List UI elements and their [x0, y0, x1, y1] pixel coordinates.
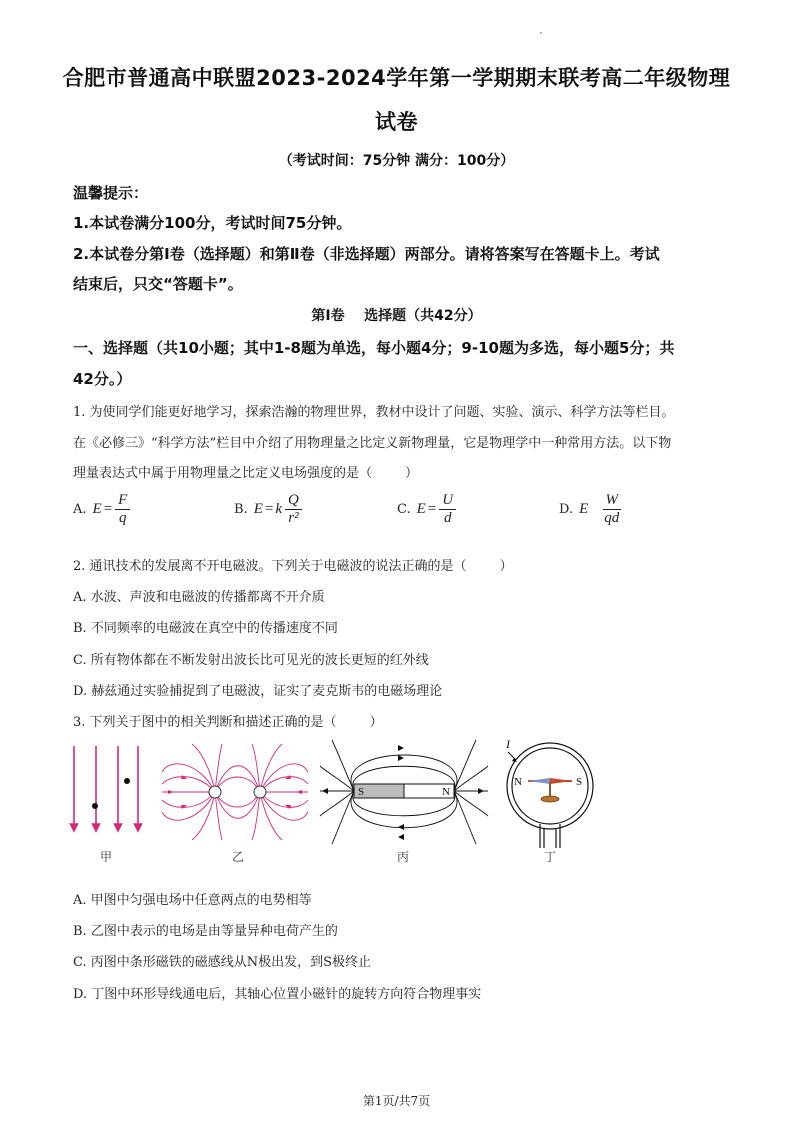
magnet-n-pole: N [442, 786, 450, 798]
math-fraction [601, 492, 622, 527]
current-label: I [506, 737, 510, 751]
figure-yi-label: 乙 [231, 850, 244, 864]
exam-title-line1: 合肥市普通高中联盟2023-2024学年第一学期期末联考高二年级物理 [62, 66, 731, 90]
figure-bing-label: 丙 [396, 850, 409, 864]
figure-bing-bar-magnet [318, 738, 490, 846]
q1-option-a[interactable] [73, 492, 130, 527]
q2-option-a[interactable]: A. 水波、声波和电磁波的传播都离不开介质 [73, 590, 325, 605]
q1-stem-line1: 1. 为使同学们能更好地学习，探索浩瀚的物理世界，教材中设计了问题、实验、演示、科学方法等栏目。 [73, 405, 675, 420]
part-heading-line2: 42分。） [73, 370, 132, 388]
figure-yi-two-charges [160, 742, 310, 842]
fraction-numerator: W [603, 492, 622, 510]
q3-option-b[interactable]: B. 乙图中表示的电场是由等量异种电荷产生的 [73, 924, 338, 939]
q3-stem: 3. 下列关于图中的相关判断和描述正确的是（ ） [73, 715, 383, 730]
math-lhs: E [92, 501, 102, 517]
math-fraction [115, 492, 130, 527]
needle-s-label: S [576, 776, 583, 788]
page-number: 第1页/共7页 [362, 1094, 431, 1108]
figure-ding-ring-current [500, 736, 610, 848]
notice-heading: 温馨提示： [73, 184, 149, 202]
q2-option-c[interactable]: C. 所有物体都在不断发射出波长比可见光的波长更短的红外线 [73, 653, 429, 668]
math-equals: = [427, 501, 437, 517]
notice-item-1: 1.本试卷满分100分，考试时间75分钟。 [73, 214, 352, 232]
magnet-s-pole: S [358, 786, 365, 798]
fraction-denominator: q [119, 510, 127, 526]
option-label: B. [234, 502, 248, 517]
figure-jia-uniform-field [66, 742, 146, 842]
needle-n-label: N [514, 776, 522, 788]
fraction-denominator: d [443, 510, 452, 526]
scan-speck [540, 32, 542, 34]
q1-stem-line2: 在《必修三》“科学方法”栏目中介绍了用物理量之比定义新物理量，它是物理学中一种常用方法。以下物 [73, 436, 672, 451]
math-lhs: E [579, 501, 589, 517]
option-label: D. [559, 502, 574, 517]
math-equals: = [264, 501, 274, 517]
fraction-numerator: Q [285, 492, 302, 510]
notice-item-2-line1: 2.本试卷分第Ⅰ卷（选择题）和第Ⅱ卷（非选择题）两部分。请将答案写在答题卡上。考试 [73, 245, 660, 263]
q3-option-c[interactable]: C. 丙图中条形磁铁的磁感线从N极出发，到S极终止 [73, 955, 372, 970]
fraction-numerator: F [115, 492, 130, 510]
figure-ding-label: 丁 [543, 850, 556, 864]
math-lhs: E [253, 501, 263, 517]
math-coefficient: k [275, 501, 282, 517]
q2-option-b[interactable]: B. 不同频率的电磁波在真空中的传播速度不同 [73, 621, 338, 636]
volume-title: 第Ⅰ卷 选择题（共42分） [311, 308, 482, 324]
math-fraction [439, 492, 456, 527]
notice-item-2-line2: 结束后，只交“答题卡”。 [73, 275, 243, 293]
q1-option-b[interactable] [234, 492, 302, 527]
fraction-denominator: qd [604, 510, 620, 526]
q1-option-d[interactable] [559, 492, 622, 527]
option-label: A. [73, 502, 87, 517]
exam-info: （考试时间：75分钟 满分：100分） [278, 153, 515, 169]
q1-option-c[interactable] [397, 492, 456, 527]
math-lhs: E [416, 501, 426, 517]
q2-option-d[interactable]: D. 赫兹通过实验捕捉到了电磁波，证实了麦克斯韦的电磁场理论 [73, 684, 443, 699]
q3-option-d[interactable]: D. 丁图中环形导线通电后，其轴心位置小磁针的旋转方向符合物理事实 [73, 987, 482, 1002]
option-label: C. [397, 502, 411, 517]
q1-stem-line3: 理量表达式中属于用物理量之比定义电场强度的是（ ） [73, 466, 419, 481]
math-fraction [285, 492, 302, 527]
math-equals: = [103, 501, 113, 517]
part-heading-line1: 一、选择题（共10小题；其中1-8题为单选，每小题4分；9-10题为多选，每小题5分；共 [73, 339, 675, 357]
exam-title-line2: 试卷 [375, 110, 418, 134]
fraction-numerator: U [439, 492, 456, 510]
figure-jia-label: 甲 [99, 850, 112, 864]
q3-option-a[interactable]: A. 甲图中匀强电场中任意两点的电势相等 [73, 893, 312, 908]
q2-stem: 2. 通讯技术的发展离不开电磁波。下列关于电磁波的说法正确的是（ ） [73, 559, 513, 574]
fraction-denominator: r² [288, 510, 299, 526]
